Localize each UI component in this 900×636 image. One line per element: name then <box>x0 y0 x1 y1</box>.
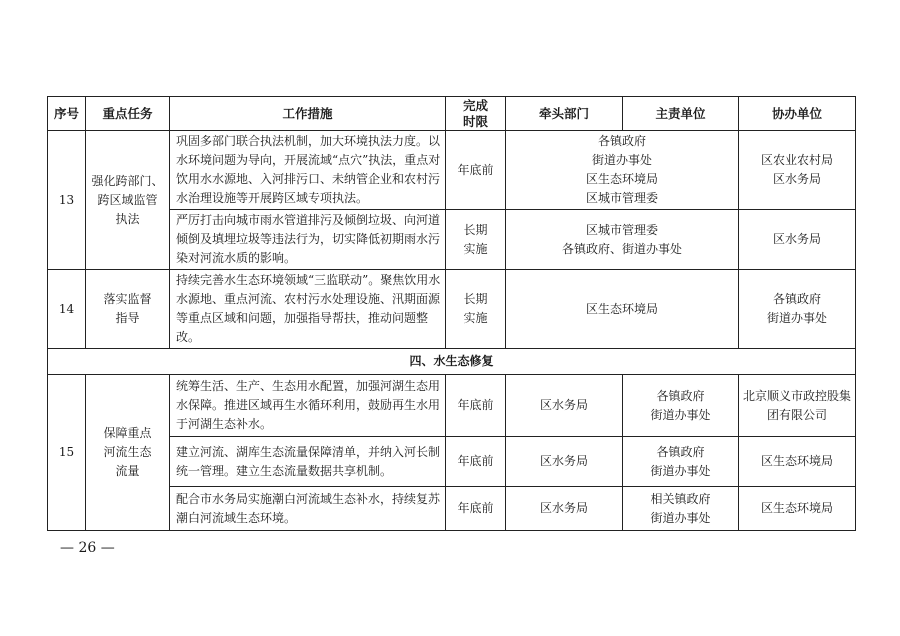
measure-cell: 配合市水务局实施潮白河流域生态补水，持续复苏潮白河流域生态环境。 <box>170 487 446 531</box>
table-row <box>48 210 856 270</box>
lead-cell: 区水务局 <box>506 487 623 531</box>
table-row <box>48 487 856 531</box>
assist-cell: 区生态环境局 <box>739 437 856 487</box>
measure-cell: 巩固多部门联合执法机制，加大环境执法力度。以水环境问题为导向，开展流域“点穴”执法，重点对饮用水水源地、入河排污口、未纳管企业和农村污水治理设施等开展跨区域专项执法。 <box>170 131 446 210</box>
header-row <box>48 97 856 131</box>
deadline-cell: 长期 实施 <box>446 210 506 270</box>
lead-cell: 区水务局 <box>506 437 623 487</box>
header-no: 序号 <box>48 97 86 131</box>
assist-cell: 区农业农村局 区水务局 <box>739 131 856 210</box>
deadline-cell: 年底前 <box>446 437 506 487</box>
main-cell: 各镇政府 街道办事处 <box>623 375 739 437</box>
task-cell: 落实监督 指导 <box>86 270 170 349</box>
assist-cell: 各镇政府 街道办事处 <box>739 270 856 349</box>
deadline-cell: 年底前 <box>446 487 506 531</box>
table-row <box>48 270 856 349</box>
header-lead: 牵头部门 <box>506 97 623 131</box>
section-row <box>48 349 856 375</box>
header-main: 主责单位 <box>623 97 739 131</box>
row-number: 14 <box>48 270 86 349</box>
row-number: 13 <box>48 131 86 270</box>
assist-cell: 区水务局 <box>739 210 856 270</box>
header-deadline: 完成 时限 <box>446 97 506 131</box>
task-cell: 保障重点 河流生态 流量 <box>86 375 170 531</box>
measure-cell: 严厉打击向城市雨水管道排污及倾倒垃圾、向河道倾倒及填埋垃圾等违法行为，切实降低初期雨水污染对河流水质的影响。 <box>170 210 446 270</box>
measure-cell: 统筹生活、生产、生态用水配置，加强河湖生态用水保障。推进区域再生水循环利用，鼓励再生水用于河湖生态补水。 <box>170 375 446 437</box>
main-cell: 各镇政府 街道办事处 <box>623 437 739 487</box>
page-number: — 26 — <box>60 540 115 556</box>
lead-cell: 区水务局 <box>506 375 623 437</box>
table-row <box>48 131 856 210</box>
measures-table <box>47 96 856 531</box>
deadline-cell: 年底前 <box>446 131 506 210</box>
header-task: 重点任务 <box>86 97 170 131</box>
table-row <box>48 375 856 437</box>
measure-cell: 建立河流、湖库生态流量保障清单，并纳入河长制统一管理。建立生态流量数据共享机制。 <box>170 437 446 487</box>
lead-cell: 区生态环境局 <box>506 270 739 349</box>
measure-cell: 持续完善水生态环境领域“三监联动”。聚焦饮用水水源地、重点河流、农村污水处理设施、汛期面源等重点区域和问题，加强指导帮扶，推动问题整改。 <box>170 270 446 349</box>
deadline-cell: 年底前 <box>446 375 506 437</box>
row-number: 15 <box>48 375 86 531</box>
main-cell: 相关镇政府 街道办事处 <box>623 487 739 531</box>
assist-cell: 北京顺义市政控股集团有限公司 <box>739 375 856 437</box>
task-cell: 强化跨部门、 跨区域监管 执法 <box>86 131 170 270</box>
header-measure: 工作措施 <box>170 97 446 131</box>
assist-cell: 区生态环境局 <box>739 487 856 531</box>
section-heading: 四、水生态修复 <box>48 349 856 375</box>
lead-cell: 区城市管理委 各镇政府、街道办事处 <box>506 210 739 270</box>
lead-cell: 各镇政府 街道办事处 区生态环境局 区城市管理委 <box>506 131 739 210</box>
table-row <box>48 437 856 487</box>
deadline-cell: 长期 实施 <box>446 270 506 349</box>
header-assist: 协办单位 <box>739 97 856 131</box>
